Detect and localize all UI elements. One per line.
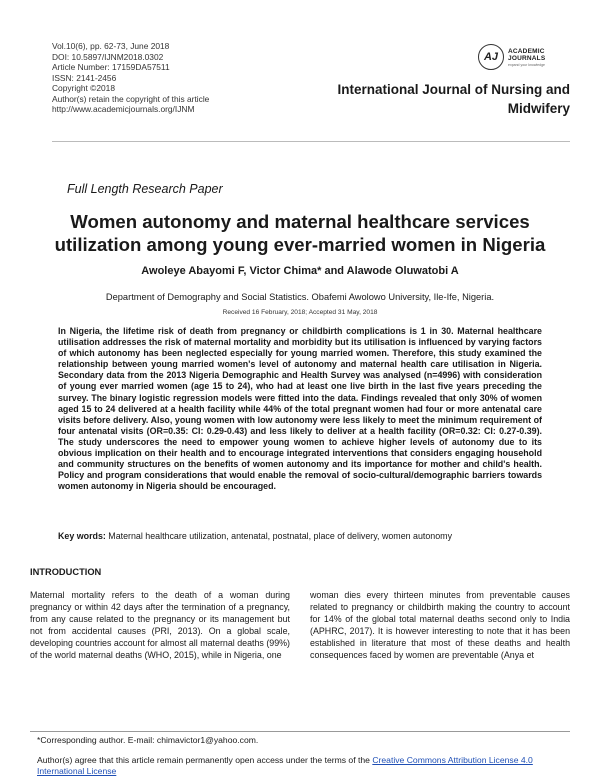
meta-article-number: Article Number: 17159DA57511 — [52, 62, 170, 72]
meta-url[interactable]: http://www.academicjournals.org/IJNM — [52, 104, 195, 114]
logo-line-1: ACADEMIC — [508, 48, 545, 55]
logo-line-2: JOURNALS — [508, 55, 546, 62]
aj-logo-icon: AJ — [478, 44, 504, 70]
header-divider — [52, 141, 570, 142]
affiliation: Department of Demography and Social Statistics. Obafemi Awolowo University, Ile-Ife, Nigeria. — [105, 292, 495, 302]
license-link[interactable]: Creative Commons Attribution License 4.0 International License — [37, 755, 533, 776]
logo-text — [508, 48, 545, 62]
publisher-logo — [478, 44, 568, 74]
authors: Awoleye Abayomi F, Victor Chima* and Alawode Oluwatobi A — [141, 265, 459, 277]
journal-name-line-2: Midwifery — [507, 101, 570, 116]
meta-issn: ISSN: 2141-2456 — [52, 72, 117, 83]
section-heading-introduction: INTRODUCTION — [30, 567, 102, 577]
received-accepted-dates: Received 16 February, 2018; Accepted 31 May, 2018 — [222, 309, 378, 316]
intro-column-left: Maternal mortality refers to the death of a woman during pregnancy or within 42 days after the termination of a pregnancy, from any cause related to the pregnancy or its management but not from accidental causes (PRI, 2013). On a global scale, developing countries account for almost all maternal deaths (99%) of the world maternal deaths (WHO, 2015), while in Nigeria, one — [30, 590, 290, 661]
keywords-text: Maternal healthcare utilization, antenatal, postnatal, place of delivery, women autonomy — [105, 531, 453, 541]
meta-volume: Vol.10(6), pp. 62-73, June 2018 — [52, 41, 170, 51]
journal-name-line-1: International Journal of Nursing and — [337, 82, 570, 97]
journal-name — [310, 80, 570, 118]
intro-column-right: woman dies every thirteen minutes from preventable causes related to pregnancy or childbirth making the country to account for 14% of the global total maternal deaths second only to India (APHRC, 2017). It is however interesting to note that it has been established in literature that most of these deaths and health consequences faced by women are preventable (Anya et — [310, 590, 570, 661]
title-line-1: Women autonomy and maternal healthcare services — [70, 211, 530, 232]
license-text: Author(s) agree that this article remain permanently open access under the terms of the — [37, 755, 373, 765]
license-footnote — [37, 755, 570, 777]
keywords — [58, 531, 542, 541]
meta-rights: Author(s) retain the copyright of this article — [52, 93, 210, 104]
corresponding-author-footnote: *Corresponding author. E-mail: chimavictor1@yahoo.com. — [37, 735, 259, 745]
footnote-divider — [30, 731, 570, 732]
title-line-2: utilization among young ever-married women in Nigeria — [54, 234, 546, 255]
article-metadata — [52, 41, 209, 115]
meta-copyright: Copyright ©2018 — [52, 83, 115, 93]
paper-title — [30, 210, 570, 256]
meta-doi: DOI: 10.5897/IJNM2018.0302 — [52, 51, 164, 62]
abstract: In Nigeria, the lifetime risk of death from pregnancy or childbirth complications is 1 in 30. Maternal healthcare utilisation addresses the risk of maternal mortality and morbidity but its utilisation is influenced by varying factors of which autonomy has been neglected especially for young married women. Therefore, this study examined the relationship between young married women's level of autonomy and maternal health care utilisation in Nigeria. Secondary data from the 2013 Nigeria Demographic and Health Survey was analysed (n=4996) with consideration of young ever married women (age 15 to 24), who had at least one live birth in the last five years preceding the survey. The binary logistic regression models were fitted into the data. Findings revealed that only 30% of women aged 15 to 24 delivered at a health facility while 44% of the total pregnant women had four or more antenatal care visits before delivery. Also, young women with low autonomy were less likely to meet the minimum requirement of four antenatal visits (OR=0.35: CI: 0.29-0.43) and less likely to deliver at a health facility (OR=0.32: CI: 0.27-0.39). The study underscores the need to empower young women to achieve higher levels of autonomy due to its obvious implication on their health and to encourage integrated interventions that considers engaging household and community structures on the benefits of women autonomy and its importance for mother and child's health. Policy and program considerations that would enable the removal of socio-cultural/demographic barriers towards women autonomy in Nigeria should be encouraged. — [58, 326, 542, 492]
article-type: Full Length Research Paper — [67, 182, 223, 196]
logo-tagline: expand your knowledge — [508, 63, 545, 67]
keywords-label: Key words: — [58, 531, 106, 541]
